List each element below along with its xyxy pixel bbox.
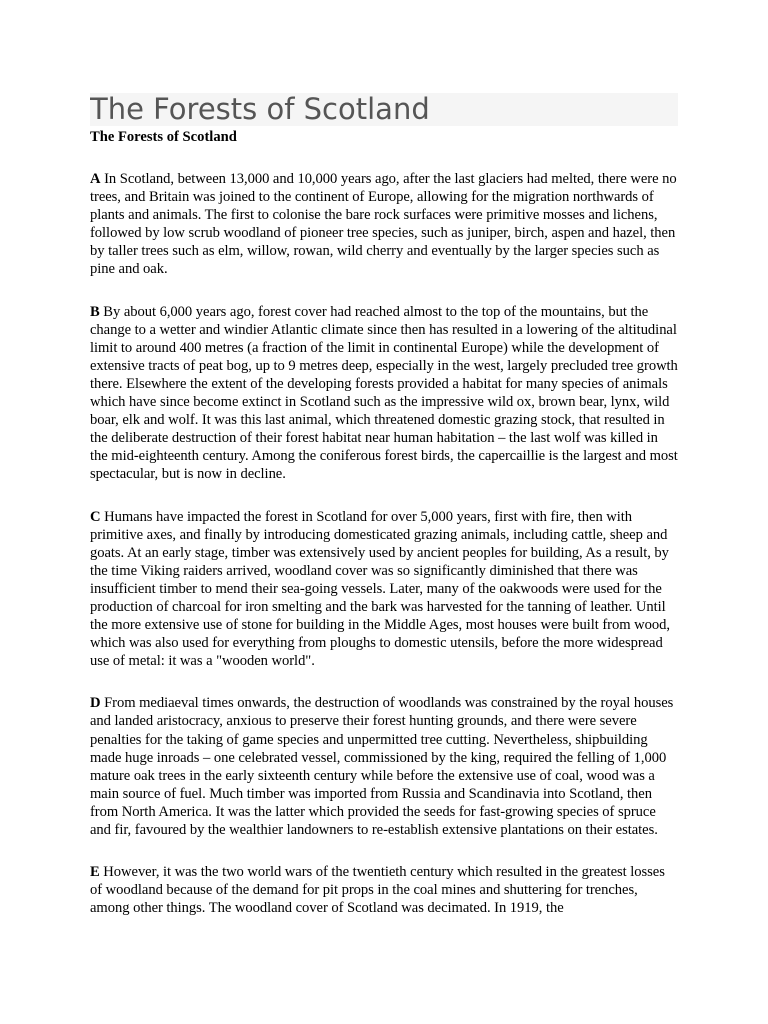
- paragraph-letter: A: [90, 171, 101, 187]
- paragraph-c: [90, 508, 678, 671]
- document-subtitle: The Forests of Scotland: [90, 129, 237, 145]
- paragraph-e: [90, 863, 678, 917]
- paragraph-b: [90, 303, 678, 484]
- paragraph-d: [90, 694, 678, 839]
- paragraph-text: By about 6,000 years ago, forest cover had reached almost to the top of the mountains, but the change to a wetter and windier Atlantic climate since then has resulted in a lowering of the altitudinal limit to around 400 metres (a fraction of the limit in continental Europe) while the development of extensive tracts of peat bog, up to 9 metres deep, especially in the west, largely precluded tree growth there. Elsewhere the extent of the developing forests provided a habitat for many species of animals which have since become extinct in Scotland such as the impressive wild ox, brown bear, lynx, wild boar, elk and wolf. It was this last animal, which threatened domestic grazing stock, that resulted in the deliberate destruction of their forest habitat near human habitation – the last wolf was killed in the mid-eighteenth century. Among the coniferous forest birds, the capercaillie is the largest and most spectacular, but is now in decline.: [90, 303, 678, 483]
- paragraph-a: [90, 170, 678, 279]
- paragraph-letter: B: [90, 303, 100, 320]
- paragraph-letter: E: [90, 864, 100, 881]
- paragraph-letter: D: [90, 695, 101, 712]
- paragraph-letter: C: [90, 508, 101, 525]
- paragraph-text: From mediaeval times onwards, the destruction of woodlands was constrained by the royal houses and landed aristocracy, anxious to preserve their forest hunting grounds, and there were severe penalties for the taking of game species and unpermitted tree cutting. Nevertheless, shipbuilding made huge inroads – one celebrated vessel, commissioned by the king, required the felling of 1,000 mature oak trees in the early sixteenth century while before the extensive use of coal, wood was a main source of fuel. Much timber was imported from Russia and Scandinavia into Scotland, then from North America. It was the latter which provided the seeds for fast-growing species of spruce and fir, favoured by the wealthier landowners to re-establish extensive plantations on their estates.: [90, 695, 674, 838]
- document-title: The Forests of Scotland: [90, 93, 678, 126]
- document-page: [90, 93, 678, 917]
- paragraph-text: However, it was the two world wars of the twentieth century which resulted in the greatest losses of woodland because of the demand for pit props in the coal mines and shuttering for trenches, among other things. The woodland cover of Scotland was decimated. In 1919, the: [90, 864, 665, 917]
- paragraph-text: In Scotland, between 13,000 and 10,000 years ago, after the last glaciers had melted, there were no trees, and Britain was joined to the continent of Europe, allowing for the migration northwards of plants and animals. The first to colonise the bare rock surfaces were primitive mosses and lichens, followed by low scrub woodland of pioneer tree species, such as juniper, birch, aspen and hazel, then by taller trees such as elm, willow, rowan, wild cherry and eventually by the larger species such as pine and oak.: [90, 171, 677, 278]
- paragraph-text: Humans have impacted the forest in Scotland for over 5,000 years, first with fire, then with primitive axes, and finally by introducing domesticated grazing animals, including cattle, sheep and goats. At an early stage, timber was extensively used by ancient peoples for building, As a result, by the time Viking raiders arrived, woodland cover was so significantly diminished that there was insufficient timber to mend their sea-going vessels. Later, many of the oakwoods were used for the production of charcoal for iron smelting and the bark was harvested for the tanning of leather. Until the more extensive use of stone for building in the Middle Ages, most houses were built from wood, which was also used for everything from ploughs to domestic utensils, before the more widespread use of metal: it was a "wooden world".: [90, 508, 670, 670]
